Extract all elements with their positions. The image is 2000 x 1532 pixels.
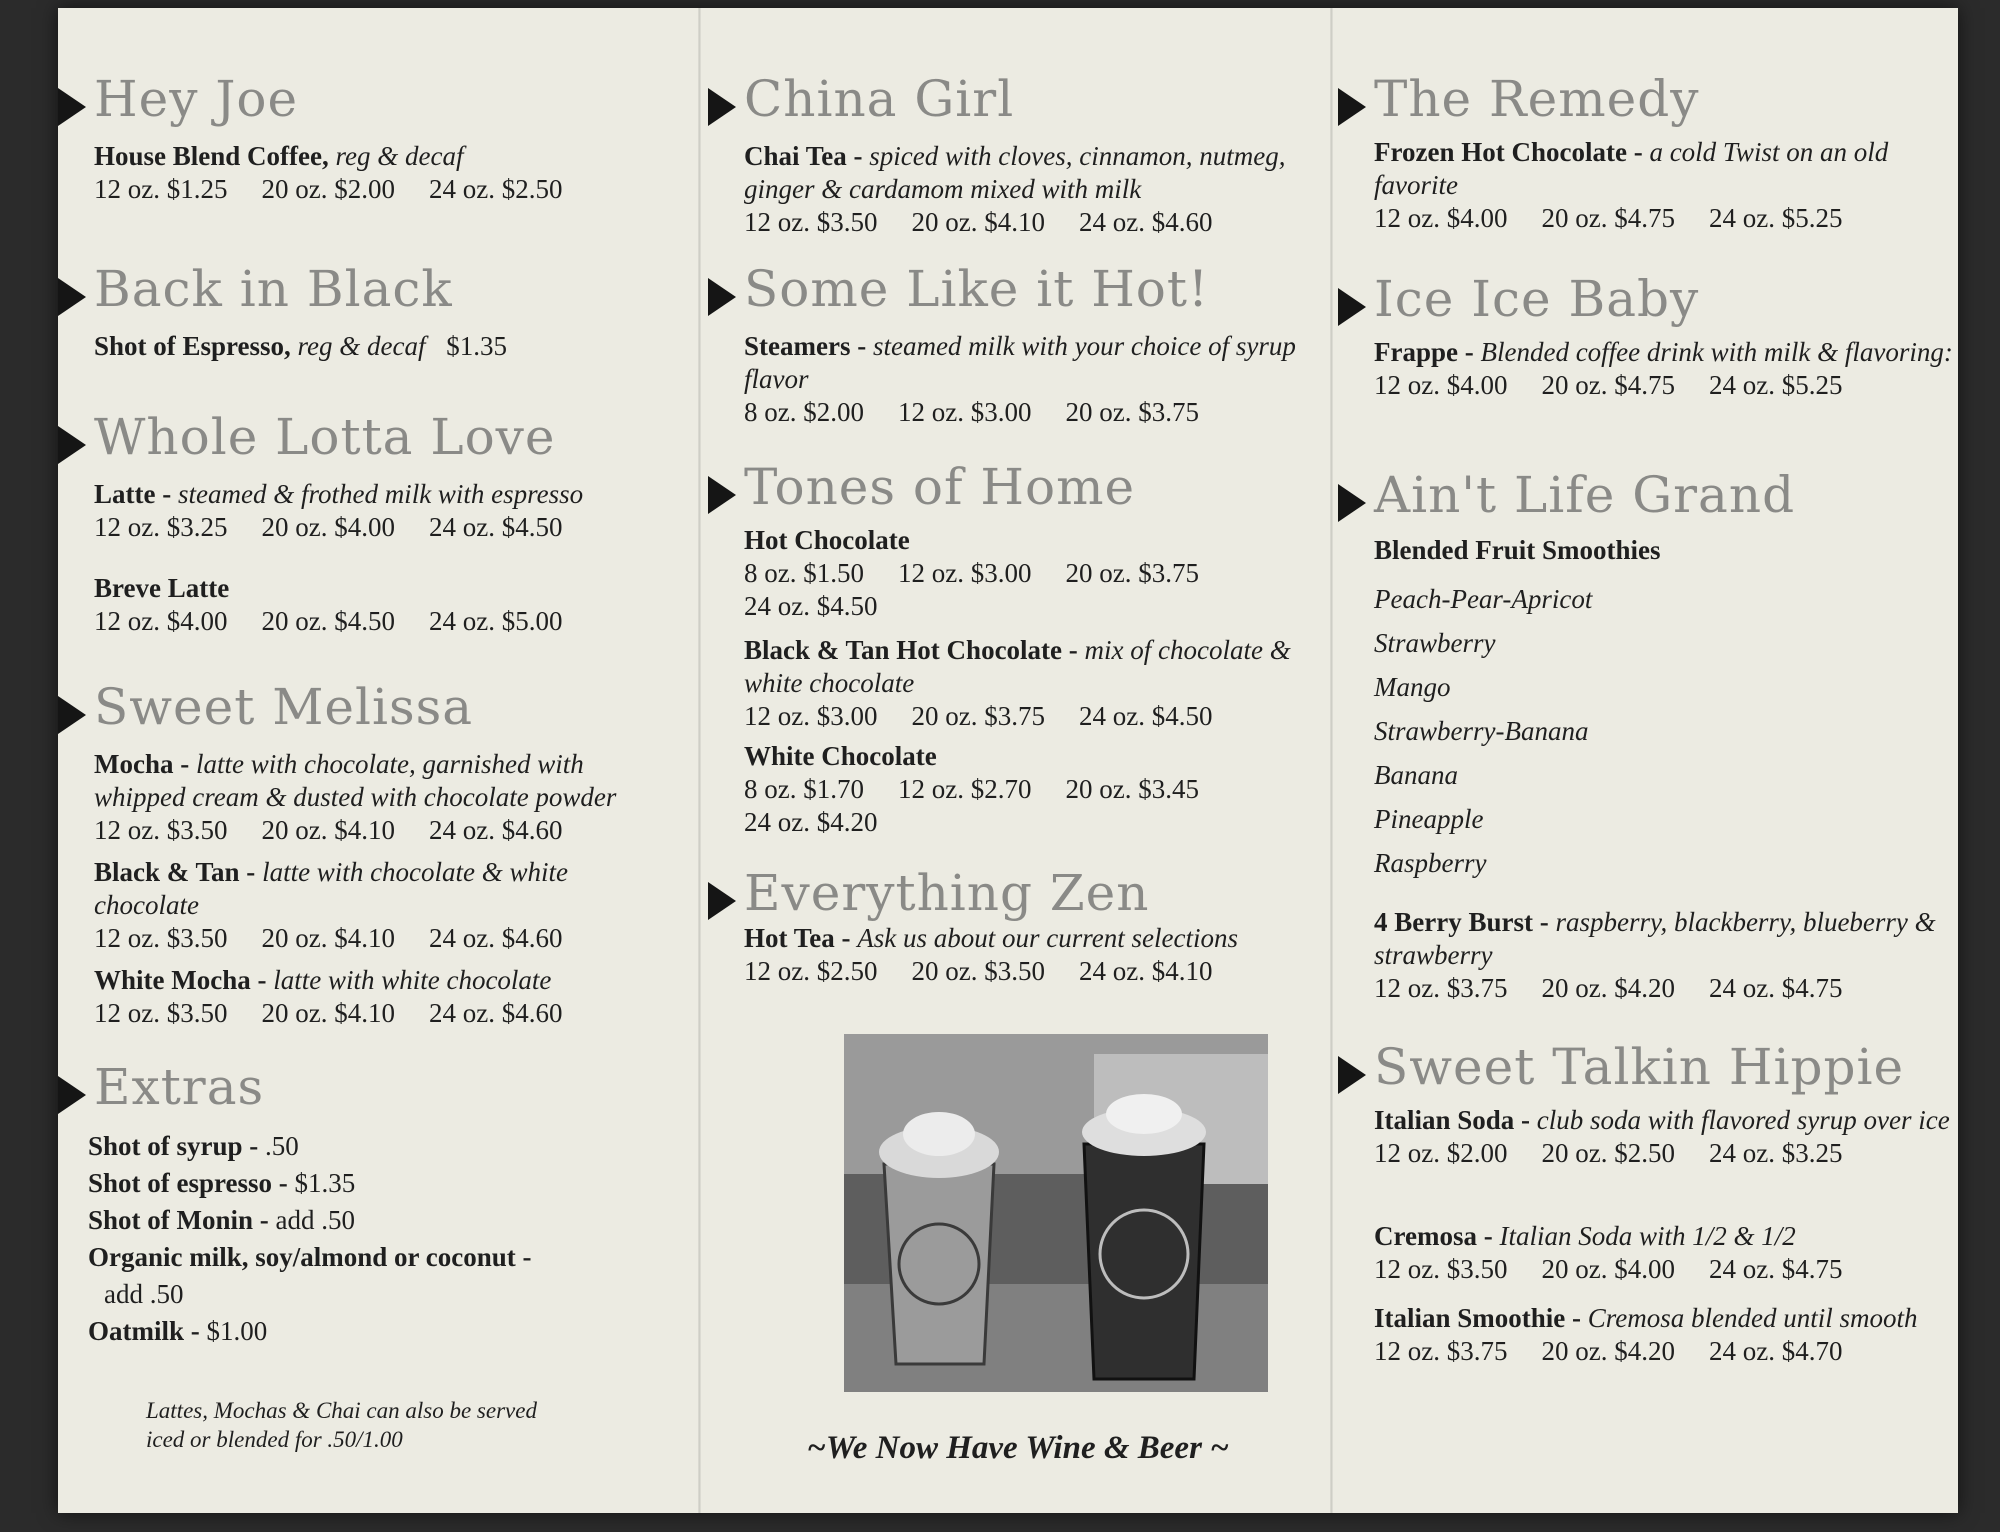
price-row: 12 oz. $3.50 20 oz. $4.10 24 oz. $4.60	[94, 998, 563, 1028]
menu-item-espresso: Shot of Espresso, reg & decaf $1.35	[94, 331, 508, 361]
fold-line	[698, 8, 701, 1513]
price-row: 12 oz. $4.00 20 oz. $4.75 24 oz. $5.25	[1374, 203, 1843, 233]
price-row: 12 oz. $3.75 20 oz. $4.20 24 oz. $4.70	[1374, 1336, 1843, 1366]
section-whole-lotta-love	[58, 408, 698, 636]
menu-item-black-and-tan: Black & Tan - latte with chocolate & white chocolate 12 oz. $3.50 20 oz. $4.10 24 oz. $4.60	[94, 856, 674, 955]
smoothie-flavor: Banana	[1374, 760, 1458, 790]
menu-item-mocha: Mocha - latte with chocolate, garnished with whipped cream & dusted with chocolate powder 12 oz. $3.50 20 oz. $4.10 24 oz. $4.60	[94, 748, 674, 847]
smoothie-flavor: Strawberry-Banana	[1374, 716, 1589, 746]
section-heading: Extras	[58, 1058, 698, 1116]
section-hey-joe	[58, 70, 698, 204]
menu-item-latte: Latte - steamed & frothed milk with espresso 12 oz. $3.25 20 oz. $4.00 24 oz. $4.50	[94, 478, 674, 544]
extras-list	[88, 1128, 532, 1350]
section-everything-zen	[708, 864, 1328, 986]
section-some-like-it-hot	[708, 260, 1328, 427]
extras-item: Oatmilk - $1.00	[88, 1316, 268, 1346]
section-sweet-melissa	[58, 678, 698, 1028]
section-aint-life-grand	[1338, 466, 1958, 1003]
smoothie-flavor: Peach-Pear-Apricot	[1374, 584, 1593, 614]
menu-item-steamers: Steamers - steamed milk with your choice of syrup flavor 8 oz. $2.00 12 oz. $3.00 20 oz. $3.75	[744, 330, 1324, 429]
section-china-girl	[708, 70, 1328, 237]
arrow-bullet-icon	[708, 882, 736, 920]
arrow-bullet-icon	[708, 278, 736, 316]
menu-item-frappe: Frappe - Blended coffee drink with milk & flavoring: 12 oz. $4.00 20 oz. $4.75 24 oz. $5.25	[1374, 337, 1953, 400]
section-heading: Everything Zen	[708, 864, 1328, 922]
menu-item-hot-tea: Hot Tea - Ask us about our current selections 12 oz. $2.50 20 oz. $3.50 24 oz. $4.10	[744, 922, 1324, 988]
arrow-bullet-icon	[708, 476, 736, 514]
arrow-bullet-icon	[1338, 88, 1366, 126]
arrow-bullet-icon	[708, 88, 736, 126]
arrow-bullet-icon	[58, 278, 86, 316]
section-heading: Sweet Melissa	[58, 678, 698, 736]
price-row: 12 oz. $3.50 20 oz. $4.00 24 oz. $4.75	[1374, 1254, 1843, 1284]
section-heading: Tones of Home	[708, 458, 1328, 516]
section-extras	[58, 1058, 698, 1452]
price-row: 12 oz. $3.75 20 oz. $4.20 24 oz. $4.75	[1374, 973, 1843, 1003]
arrow-bullet-icon	[58, 88, 86, 126]
menu-item-frozen-hot-chocolate: Frozen Hot Chocolate - a cold Twist on an old favorite 12 oz. $4.00 20 oz. $4.75 24 oz. $5.25	[1374, 136, 1954, 235]
price-row: 8 oz. $1.50 12 oz. $3.00 20 oz. $3.75	[744, 558, 1199, 588]
price-row: 12 oz. $3.50 20 oz. $4.10 24 oz. $4.60	[94, 923, 563, 953]
menu-item-white-mocha: White Mocha - latte with white chocolate 12 oz. $3.50 20 oz. $4.10 24 oz. $4.60	[94, 964, 674, 1030]
section-heading: Ice Ice Baby	[1338, 270, 1958, 328]
section-back-in-black	[58, 260, 698, 361]
menu-item-black-tan-hot-chocolate: Black & Tan Hot Chocolate - mix of chocolate & white chocolate 12 oz. $3.00 20 oz. $3.75 24 oz. $4.50	[744, 634, 1324, 733]
section-heading: Hey Joe	[58, 70, 698, 128]
section-sweet-talkin-hippie	[1338, 1038, 1958, 1366]
section-heading: Ain't Life Grand	[1338, 466, 1958, 524]
extras-note: Lattes, Mochas & Chai can also be served iced or blended for .50/1.00	[146, 1398, 537, 1452]
menu-item-hot-chocolate: Hot Chocolate 8 oz. $1.50 12 oz. $3.00 20 oz. $3.75 24 oz. $4.50	[744, 524, 1324, 623]
price-row: 8 oz. $2.00 12 oz. $3.00 20 oz. $3.75	[744, 397, 1199, 427]
section-heading: Whole Lotta Love	[58, 408, 698, 466]
smoothie-flavor: Raspberry	[1374, 848, 1487, 878]
price-row: 12 oz. $4.00 20 oz. $4.75 24 oz. $5.25	[1374, 370, 1843, 400]
smoothies-list: Blended Fruit Smoothies Peach-Pear-Apricot Strawberry Mango Strawberry-Banana Banana Pineapple Raspberry	[1374, 534, 1954, 885]
arrow-bullet-icon	[58, 426, 86, 464]
price-row: 12 oz. $2.00 20 oz. $2.50 24 oz. $3.25	[1374, 1138, 1843, 1168]
arrow-bullet-icon	[58, 1076, 86, 1114]
section-tones-of-home	[708, 458, 1328, 837]
section-the-remedy	[1338, 70, 1958, 233]
menu-item-house-blend: House Blend Coffee, reg & decaf 12 oz. $1.25 20 oz. $2.00 24 oz. $2.50	[94, 140, 674, 206]
extras-item: add .50	[104, 1279, 184, 1309]
smoothie-flavor: Strawberry	[1374, 628, 1496, 658]
price-row: 12 oz. $3.25 20 oz. $4.00 24 oz. $4.50	[94, 512, 563, 542]
menu-item-italian-smoothie: Italian Smoothie - Cremosa blended until smooth 12 oz. $3.75 20 oz. $4.20 24 oz. $4.70	[1374, 1302, 1954, 1368]
price-row: 12 oz. $1.25 20 oz. $2.00 24 oz. $2.50	[94, 174, 563, 204]
extras-item: Organic milk, soy/almond or coconut -	[88, 1242, 532, 1272]
price-row: 12 oz. $2.50 20 oz. $3.50 24 oz. $4.10	[744, 956, 1213, 986]
section-heading: Sweet Talkin Hippie	[1338, 1038, 1958, 1096]
menu-item-chai-tea: Chai Tea - spiced with cloves, cinnamon, nutmeg, ginger & cardamom mixed with milk 12 oz. $3.50 20 oz. $4.10 24 oz. $4.60	[744, 140, 1324, 239]
drinks-photo	[844, 1034, 1268, 1392]
fold-line	[1330, 8, 1333, 1513]
arrow-bullet-icon	[1338, 288, 1366, 326]
smoothie-flavor: Mango	[1374, 672, 1451, 702]
arrow-bullet-icon	[58, 696, 86, 734]
price-row: 8 oz. $1.70 12 oz. $2.70 20 oz. $3.45	[744, 774, 1199, 804]
menu-brochure	[58, 8, 1958, 1513]
extras-item: Shot of espresso - $1.35	[88, 1168, 356, 1198]
price-row: 12 oz. $4.00 20 oz. $4.50 24 oz. $5.00	[94, 606, 563, 636]
arrow-bullet-icon	[1338, 484, 1366, 522]
price-row: 12 oz. $3.50 20 oz. $4.10 24 oz. $4.60	[94, 815, 563, 845]
section-heading: Back in Black	[58, 260, 698, 318]
wine-beer-banner: ~We Now Have Wine & Beer ~	[807, 1430, 1229, 1466]
extras-item: Shot of syrup - .50	[88, 1131, 299, 1161]
section-heading: The Remedy	[1338, 70, 1958, 128]
price-row: 12 oz. $3.50 20 oz. $4.10 24 oz. $4.60	[744, 207, 1213, 237]
drinks-illustration	[844, 1034, 1268, 1392]
smoothie-flavor: Pineapple	[1374, 804, 1484, 834]
arrow-bullet-icon	[1338, 1056, 1366, 1094]
menu-item-italian-soda: Italian Soda - club soda with flavored syrup over ice 12 oz. $2.00 20 oz. $2.50 24 oz. $3.25	[1374, 1104, 1954, 1170]
section-heading: China Girl	[708, 70, 1328, 128]
section-ice-ice-baby	[1338, 270, 1958, 400]
menu-item-breve-latte: Breve Latte 12 oz. $4.00 20 oz. $4.50 24 oz. $5.00	[94, 572, 674, 638]
menu-item-cremosa: Cremosa - Italian Soda with 1/2 & 1/2 12 oz. $3.50 20 oz. $4.00 24 oz. $4.75	[1374, 1220, 1954, 1286]
menu-item-4-berry-burst: 4 Berry Burst - raspberry, blackberry, blueberry & strawberry 12 oz. $3.75 20 oz. $4.20 24 oz. $4.75	[1374, 906, 1954, 1005]
section-heading: Some Like it Hot!	[708, 260, 1328, 318]
extras-item: Shot of Monin - add .50	[88, 1205, 356, 1235]
price-row: 12 oz. $3.00 20 oz. $3.75 24 oz. $4.50	[744, 701, 1213, 731]
menu-item-white-chocolate: White Chocolate 8 oz. $1.70 12 oz. $2.70 20 oz. $3.45 24 oz. $4.20	[744, 740, 1324, 839]
